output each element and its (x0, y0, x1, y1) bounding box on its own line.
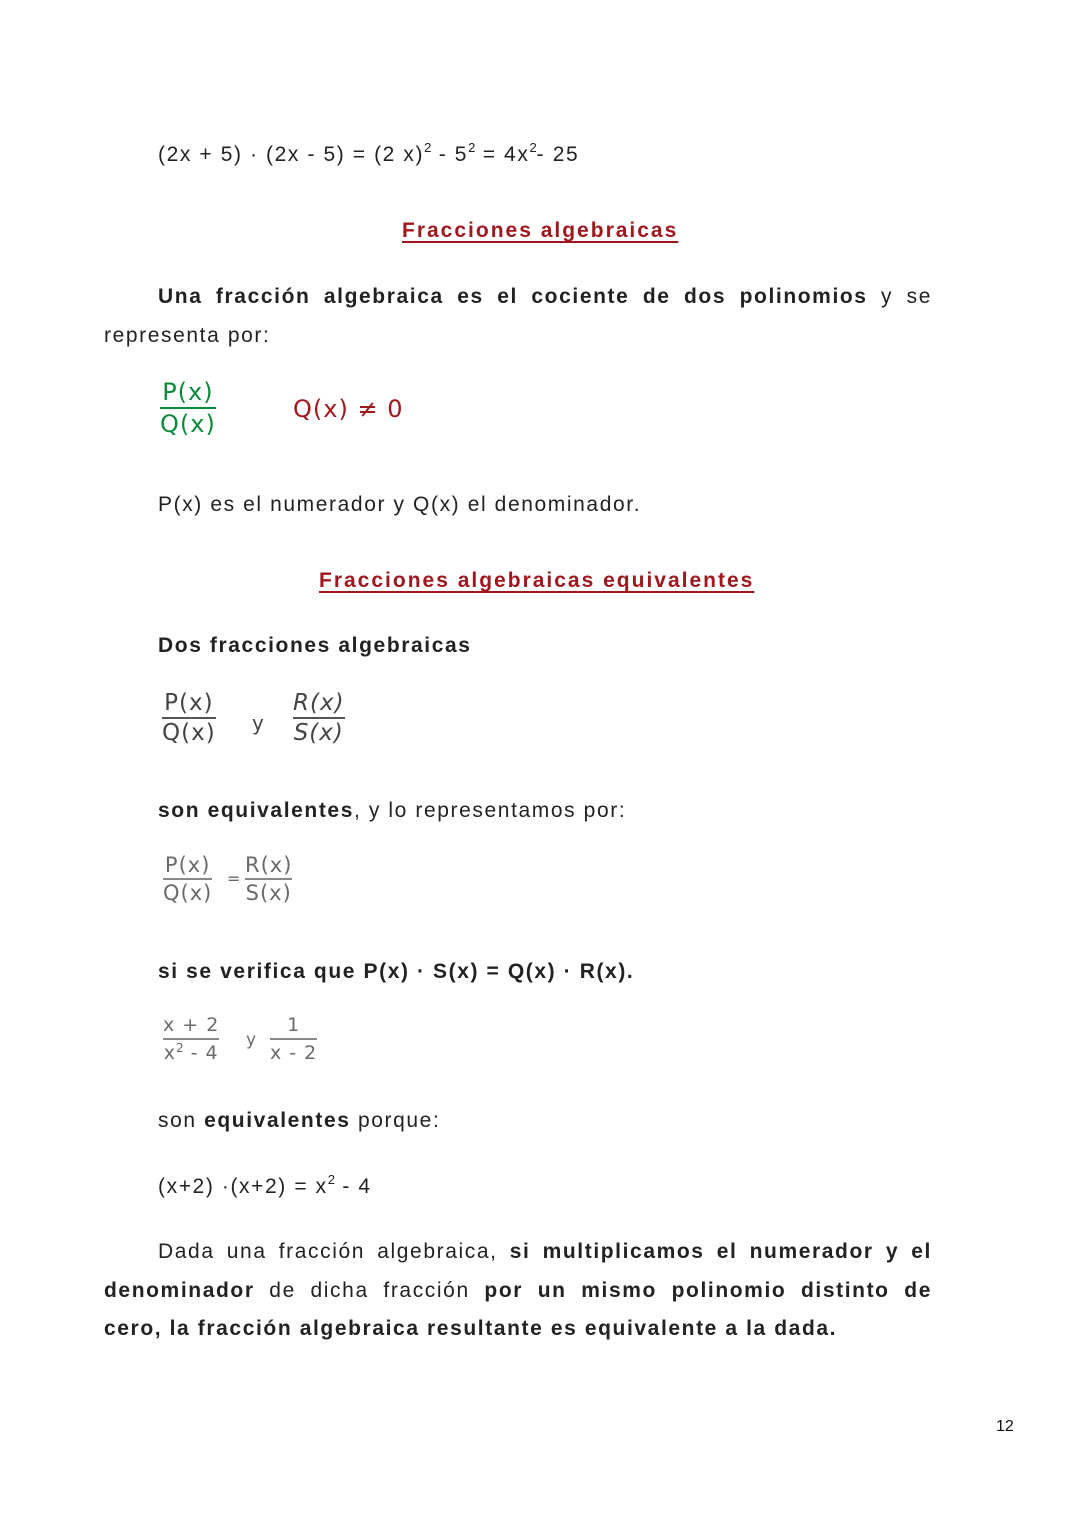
fraction-denominator: $x^2 - 4$ (163, 1040, 219, 1064)
fraction-r-over-s (293, 690, 345, 746)
top-equation: (2x + 5) · (2x - 5) = (2 $x)^2 - 5^2 = 4x^2-$ 25 (158, 140, 580, 166)
eq-fraction-right (245, 853, 292, 905)
example-connector-y: y (246, 1030, 258, 1050)
fraction-numerator: P(x) (162, 378, 214, 406)
fraction-denominator: Q(x) (163, 880, 213, 905)
fraction-bar (270, 1038, 317, 1040)
page-number: 12 (996, 1418, 1014, 1435)
fraction-denominator: x - 2 (270, 1041, 318, 1064)
verification-condition: si se verifica que P(x) · S(x) = Q(x) · R(x). (158, 960, 635, 983)
product-equation: $(x+2) \cdot(x+2) = x^2 - 4$ (158, 1172, 372, 1198)
fraction-numerator: R(x) (293, 690, 345, 716)
fraction-bar (160, 407, 216, 409)
equals-sign: = (227, 869, 242, 888)
fraction-bar (162, 717, 216, 719)
fraction-bar (293, 717, 345, 719)
fraction-numerator: P(x) (164, 853, 211, 877)
because-statement: son equivalentes porque: (158, 1109, 441, 1132)
fraction-p-over-q-2 (162, 690, 216, 746)
fraction-denominator: Q(x) (160, 409, 216, 438)
fraction-numerator: x + 2 (163, 1014, 220, 1036)
heading-fracciones-algebraicas: Fracciones algebraicas (402, 219, 679, 242)
connector-y: y (252, 711, 265, 735)
nonzero-condition: Q(x) ≠ 0 (293, 395, 404, 423)
fraction-denominator: S(x) (293, 719, 344, 746)
fraction-p-over-q (160, 378, 216, 438)
example-fraction-right (270, 1014, 317, 1064)
fraction-numerator: R(x) (245, 853, 293, 877)
example-fraction-left (163, 1014, 219, 1064)
fraction-bar (163, 1038, 219, 1040)
intro-two-fractions: Dos fracciones algebraicas (158, 634, 472, 657)
fraction-denominator: Q(x) (162, 719, 216, 746)
fraction-denominator: S(x) (245, 880, 292, 905)
fraction-bar (163, 878, 212, 880)
final-paragraph: Dada una fracción algebraica, si multiplicamos el numerador y el denominador de dicha fracción por un mismo polinomio distinto de cero, la fracción algebraica resultante es equivalente a la dada. (104, 1240, 932, 1340)
heading-fracciones-equivalentes: Fracciones algebraicas equivalentes (319, 569, 755, 592)
eq-fraction-left (163, 853, 212, 905)
definition-paragraph: Una fracción algebraica es el cociente de dos polinomios y se representa por: (104, 285, 932, 347)
fraction-numerator: 1 (287, 1014, 301, 1036)
fraction-bar (245, 878, 292, 880)
numerator-denominator-note: P(x) es el numerador y Q(x) el denominador. (158, 493, 642, 516)
equivalence-statement: son equivalentes, y lo representamos por: (158, 799, 627, 822)
fraction-numerator: P(x) (164, 690, 214, 716)
